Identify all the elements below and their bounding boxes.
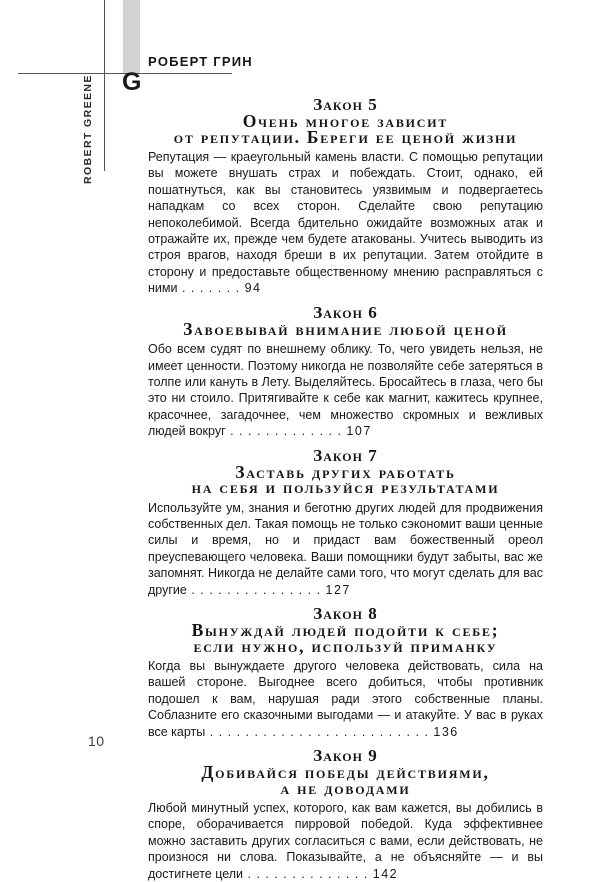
law-description-text: Используйте ум, знания и беготню других людей для продвижения собственных дел. Такая помощь не только сэкономит ваши ценные силы и время, но и придаст вам божественный ореол преуспевающего человека. Ваши помощники будут забыты, вас же запомнят. Никогда не делайте сами того, что могут сделать для вас другие [148,500,543,597]
law-page-number: 94 [244,281,262,296]
spine-rest-2: REENE [82,74,94,118]
spine-rest-1: OBERT [82,131,94,176]
toc-law-entry [148,304,543,440]
law-title [148,461,543,498]
spine-space [82,127,94,131]
law-title [148,318,543,339]
law-title [148,762,543,798]
law-description-text: Обо всем судят по внешнему облику. То, чего увидеть нельзя, не имеет ценности. Поэтому никогда не позволяйте себе затеряться в толпе или кануть в Лету. Выделяйтесь. Бросайтесь в глаза, чего бы это ни стоило. Притягивайте к себе как магнит, кажитесь крупнее, красочнее, загадочнее, чем множество скромных и вежливых людей вокруг [148,342,543,439]
header-grey-bar [123,0,140,74]
spine-author-name [82,74,94,184]
law-title [148,620,543,656]
law-title-line: Вынуждай людей подойти к себе; [191,620,500,641]
law-heading: Закон 6 [313,302,378,322]
spine-initial-1: R [82,175,94,184]
law-description [148,658,543,740]
law-heading: Закон 9 [313,746,378,766]
law-title-line: Завоевывай внимание любой ценой [183,318,508,339]
folio-page-number: 10 [88,733,105,749]
law-page-number: 107 [346,424,372,439]
law-description-text: Репутация — краеугольный камень власти. С помощью репутации вы можете внушать страх и побеждать. Стоит, однако, ей пошатнуться, как вы становитесь уязвимым и подвергаетесь нападкам со всех сторон. Сделайте свою репутацию непоколебимой. Всегда бдительно ожидайте возможных атак и отражайте их, прежде чем будете атакованы. Учитесь выводить из строя врагов, находя бреши в их репутации. Затем отойдите в сторону и предоставьте общественному мнению расправляться с ними [148,150,543,296]
law-description [148,800,543,882]
table-of-contents [148,96,543,882]
law-title-line: Очень многое зависит [242,111,449,131]
toc-law-entry [148,605,543,740]
author-rest-2: РИН [221,54,253,69]
leader-dots: . . . . . . . . . . . . . [225,424,347,439]
leader-dots: . . . . . . . [177,281,245,296]
law-title [148,111,543,147]
law-title-line: Заставь других работать [235,461,456,482]
author-rest-1: ОБЕРТ [157,54,209,69]
law-description [148,500,543,598]
spine-initial-2: G [82,117,94,127]
law-description [148,341,543,439]
law-heading: Закон 8 [313,604,378,624]
big-letter-G: G [122,68,142,96]
author-initial-1: Р [148,54,158,69]
leader-dots: . . . . . . . . . . . . . . . [186,582,326,597]
law-page-number: 142 [372,866,399,881]
law-page-number: 127 [325,582,351,597]
law-title-line: на себя и пользуйся результатами [191,477,500,498]
toc-law-entry [148,96,543,297]
header-vertical-rule [104,0,105,171]
toc-law-entry [148,747,543,882]
law-description [148,149,543,297]
law-description-text: Когда вы вынуждаете другого человека действовать, сила на вашей стороне. Выгоднее всего добиться, чтобы противник подошел к вам, нарушая ради этого собственные планы. Соблазните его сказочными выгодами — и атакуйте. У вас в руках все карты [148,659,543,739]
author-initial-2: Г [213,54,222,69]
leader-dots: . . . . . . . . . . . . . . [243,866,373,881]
law-title-line: от репутации. Береги ее ценой жизни [173,126,518,147]
law-page-number: 136 [433,724,459,739]
leader-dots: . . . . . . . . . . . . . . . . . . . . . . . . . [205,724,434,739]
toc-law-entry [148,447,543,598]
law-heading: Закон 7 [313,445,378,465]
law-title-line: а не доводами [280,777,411,798]
law-title-line: если нужно, используй приманку [193,635,498,656]
law-heading: Закон 5 [313,95,378,114]
law-description-text: Любой минутный успех, которого, как вам кажется, вы добились в споре, оборачивается пирровой победой. Куда эффективнее можно заставить других согласиться с вами, если действовать, не произнося ни слова. Показывайте, а не объясняйте — и вы достигнете цели [148,801,543,881]
law-title-line: Добивайся победы действиями, [201,762,490,783]
running-head-author [148,54,253,69]
